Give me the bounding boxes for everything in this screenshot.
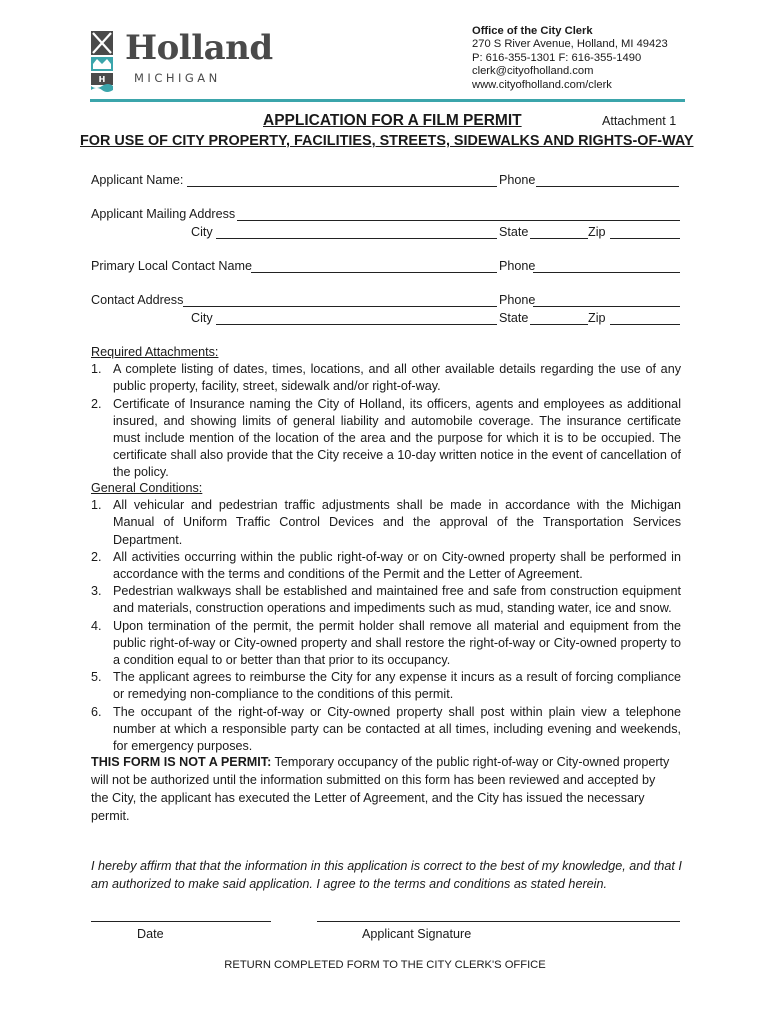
list-item-text: Upon termination of the permit, the permit holder shall remove all material and equipment from the public right-of-way or City-owned property and shall restore the right-of-way or City-owned property to a condition equal to or better than that prior to its occupancy. bbox=[113, 618, 681, 668]
list-item-text: Pedestrian walkways shall be established and maintained free and safe from construction equipment and materials, construction operations and impediments such as mud, standing water, ice and snow. bbox=[113, 584, 681, 616]
primary-contact-label: Primary Local Contact Name bbox=[91, 259, 252, 273]
contact-city-field[interactable] bbox=[216, 324, 497, 325]
primary-phone-label: Phone bbox=[499, 259, 536, 273]
contact-phone-label: Phone bbox=[499, 293, 536, 307]
general-conditions-section bbox=[91, 480, 681, 755]
svg-text:H: H bbox=[98, 75, 106, 84]
mailing-zip-label: Zip bbox=[588, 225, 606, 239]
contact-state-field[interactable] bbox=[530, 324, 588, 325]
list-item: 6. The occupant of the right-of-way or City-owned property shall post within plain view a telephone number at which a responsible party can be contacted at all times, including evening and weekends, for emergency purposes. bbox=[91, 704, 681, 754]
contact-zip-label: Zip bbox=[588, 311, 606, 325]
not-a-permit-notice bbox=[91, 753, 676, 825]
mailing-state-field[interactable] bbox=[530, 238, 588, 239]
logo-state: MICHIGAN bbox=[134, 71, 221, 85]
general-conditions-list bbox=[91, 497, 681, 755]
holland-logo bbox=[90, 30, 275, 94]
list-item: 2. All activities occurring within the public right-of-way or on City-owned property shall be performed in accordance with the terms and conditions of the Permit and the Letter of Agreement. bbox=[91, 549, 681, 582]
applicant-name-field[interactable] bbox=[187, 186, 497, 187]
required-attachments-section bbox=[91, 344, 681, 482]
contact-phone-field[interactable] bbox=[533, 306, 680, 307]
mailing-city-field[interactable] bbox=[216, 238, 497, 239]
mailing-address-field[interactable] bbox=[237, 220, 680, 221]
notice-text: Temporary occupancy of the public right-of-way or City-owned property will not be authorized until the information submitted on this form has been reviewed and accepted by the City, the applicant has executed the Letter of Agreement, and the City has issued the necessary permit. bbox=[91, 755, 670, 823]
affirmation-text: I hereby affirm that that the information in this application is correct to the best of my knowledge, and that I am authorized to make said application. I agree to the terms and conditions as stated herein. bbox=[91, 859, 682, 891]
list-item-text: Certificate of Insurance naming the City of Holland, its officers, agents and employees as additional insured, and showing limits of general liability and automobile coverage. The insurance certificate must include mention of the location of the area and the purpose for which it is to be occupied. The certificate shall also provide that the City receive a 10-day written notice in the event of cancellation of the policy. bbox=[113, 396, 681, 480]
contact-zip-field[interactable] bbox=[610, 324, 680, 325]
office-email[interactable]: clerk@cityofholland.com bbox=[472, 65, 594, 78]
contact-city-label: City bbox=[191, 311, 213, 325]
list-item-text: The occupant of the right-of-way or City-owned property shall post within plain view a telephone number at which a responsible party can be contacted at all times, including evening and weekends, for emergency purposes. bbox=[113, 704, 681, 754]
page-subtitle: FOR USE OF CITY PROPERTY, FACILITIES, STREETS, SIDEWALKS AND RIGHTS-OF-WAY bbox=[80, 133, 694, 149]
list-item: 2. Certificate of Insurance naming the City of Holland, its officers, agents and employees as additional insured, and showing limits of general liability and automobile coverage. The insurance certificate must include mention of the location of the area and the purpose for which it is to be occupied. The certificate shall also provide that the City receive a 10-day written notice in the event of cancellation of the policy. bbox=[91, 396, 681, 480]
applicant-signature-label: Applicant Signature bbox=[362, 927, 472, 941]
general-conditions-heading: General Conditions: bbox=[91, 481, 203, 495]
list-item: 5. The applicant agrees to reimburse the City for any expense it incurs as a result of forcing compliance or remedying non-compliance to the conditions of this permit. bbox=[91, 670, 681, 702]
applicant-phone-label: Phone bbox=[499, 173, 536, 187]
header-rule bbox=[90, 99, 685, 102]
list-item-text: The applicant agrees to reimburse the City for any expense it incurs as a result of forcing compliance or remedying non-compliance to the conditions of this permit. bbox=[113, 670, 681, 702]
office-phones: P: 616-355-1301 F: 616-355-1490 bbox=[472, 51, 642, 64]
applicant-phone-field[interactable] bbox=[536, 186, 679, 187]
attachment-label: Attachment 1 bbox=[602, 114, 677, 128]
list-item-text: All vehicular and pedestrian traffic adjustments shall be made in accordance with the Michigan Manual of Uniform Traffic Control Devices and the approval of the Transportation Services Department. bbox=[113, 498, 681, 547]
applicant-name-label: Applicant Name: bbox=[91, 173, 184, 187]
required-attachments-list bbox=[91, 361, 681, 481]
mailing-state-label: State bbox=[499, 225, 529, 239]
notice-bold: THIS FORM IS NOT A PERMIT: bbox=[91, 755, 272, 769]
list-item-text: A complete listing of dates, times, locations, and all other available details regarding the use of any public property, facility, street, sidewalk and/or right-of-way. bbox=[113, 362, 681, 394]
return-instruction: RETURN COMPLETED FORM TO THE CITY CLERK'S OFFICE bbox=[224, 959, 546, 971]
mailing-zip-field[interactable] bbox=[610, 238, 680, 239]
mailing-address-label: Applicant Mailing Address bbox=[91, 207, 236, 221]
primary-phone-field[interactable] bbox=[533, 272, 680, 273]
required-attachments-heading: Required Attachments: bbox=[91, 345, 219, 359]
list-item-text: All activities occurring within the public right-of-way or on City-owned property shall be performed in accordance with the terms and conditions of the Permit and the Letter of Agreement. bbox=[113, 549, 681, 582]
office-web[interactable]: www.cityofholland.com/clerk bbox=[472, 78, 612, 91]
primary-contact-field[interactable] bbox=[251, 272, 497, 273]
list-item: 3. Pedestrian walkways shall be established and maintained free and safe from construction equipment and materials, construction operations and impediments such as mud, standing water, ice and snow. bbox=[91, 584, 681, 616]
list-item: 1. All vehicular and pedestrian traffic adjustments shall be made in accordance with the Michigan Manual of Uniform Traffic Control Devices and the approval of the Transportation Services Department. bbox=[91, 498, 681, 547]
list-item: 4. Upon termination of the permit, the permit holder shall remove all material and equipment from the public right-of-way or City-owned property and shall restore the right-of-way or City-owned property to a condition equal to or better than that prior to its occupancy. bbox=[91, 618, 681, 668]
office-block bbox=[472, 25, 668, 92]
contact-address-field[interactable] bbox=[183, 306, 497, 307]
page-title: APPLICATION FOR A FILM PERMIT bbox=[263, 112, 522, 129]
contact-state-label: State bbox=[499, 311, 529, 325]
date-label: Date bbox=[137, 927, 164, 941]
date-signature-line[interactable] bbox=[91, 921, 271, 922]
list-item: 1. A complete listing of dates, times, locations, and all other available details regarding the use of any public property, facility, street, sidewalk and/or right-of-way. bbox=[91, 362, 681, 394]
mailing-city-label: City bbox=[191, 225, 213, 239]
holland-emblem-icon bbox=[90, 30, 118, 94]
logo-name: Holland bbox=[125, 28, 273, 68]
applicant-signature-line[interactable] bbox=[317, 921, 680, 922]
contact-address-label: Contact Address bbox=[91, 293, 184, 307]
office-address: 270 S River Avenue, Holland, MI 49423 bbox=[472, 38, 668, 51]
office-title: Office of the City Clerk bbox=[472, 25, 593, 37]
